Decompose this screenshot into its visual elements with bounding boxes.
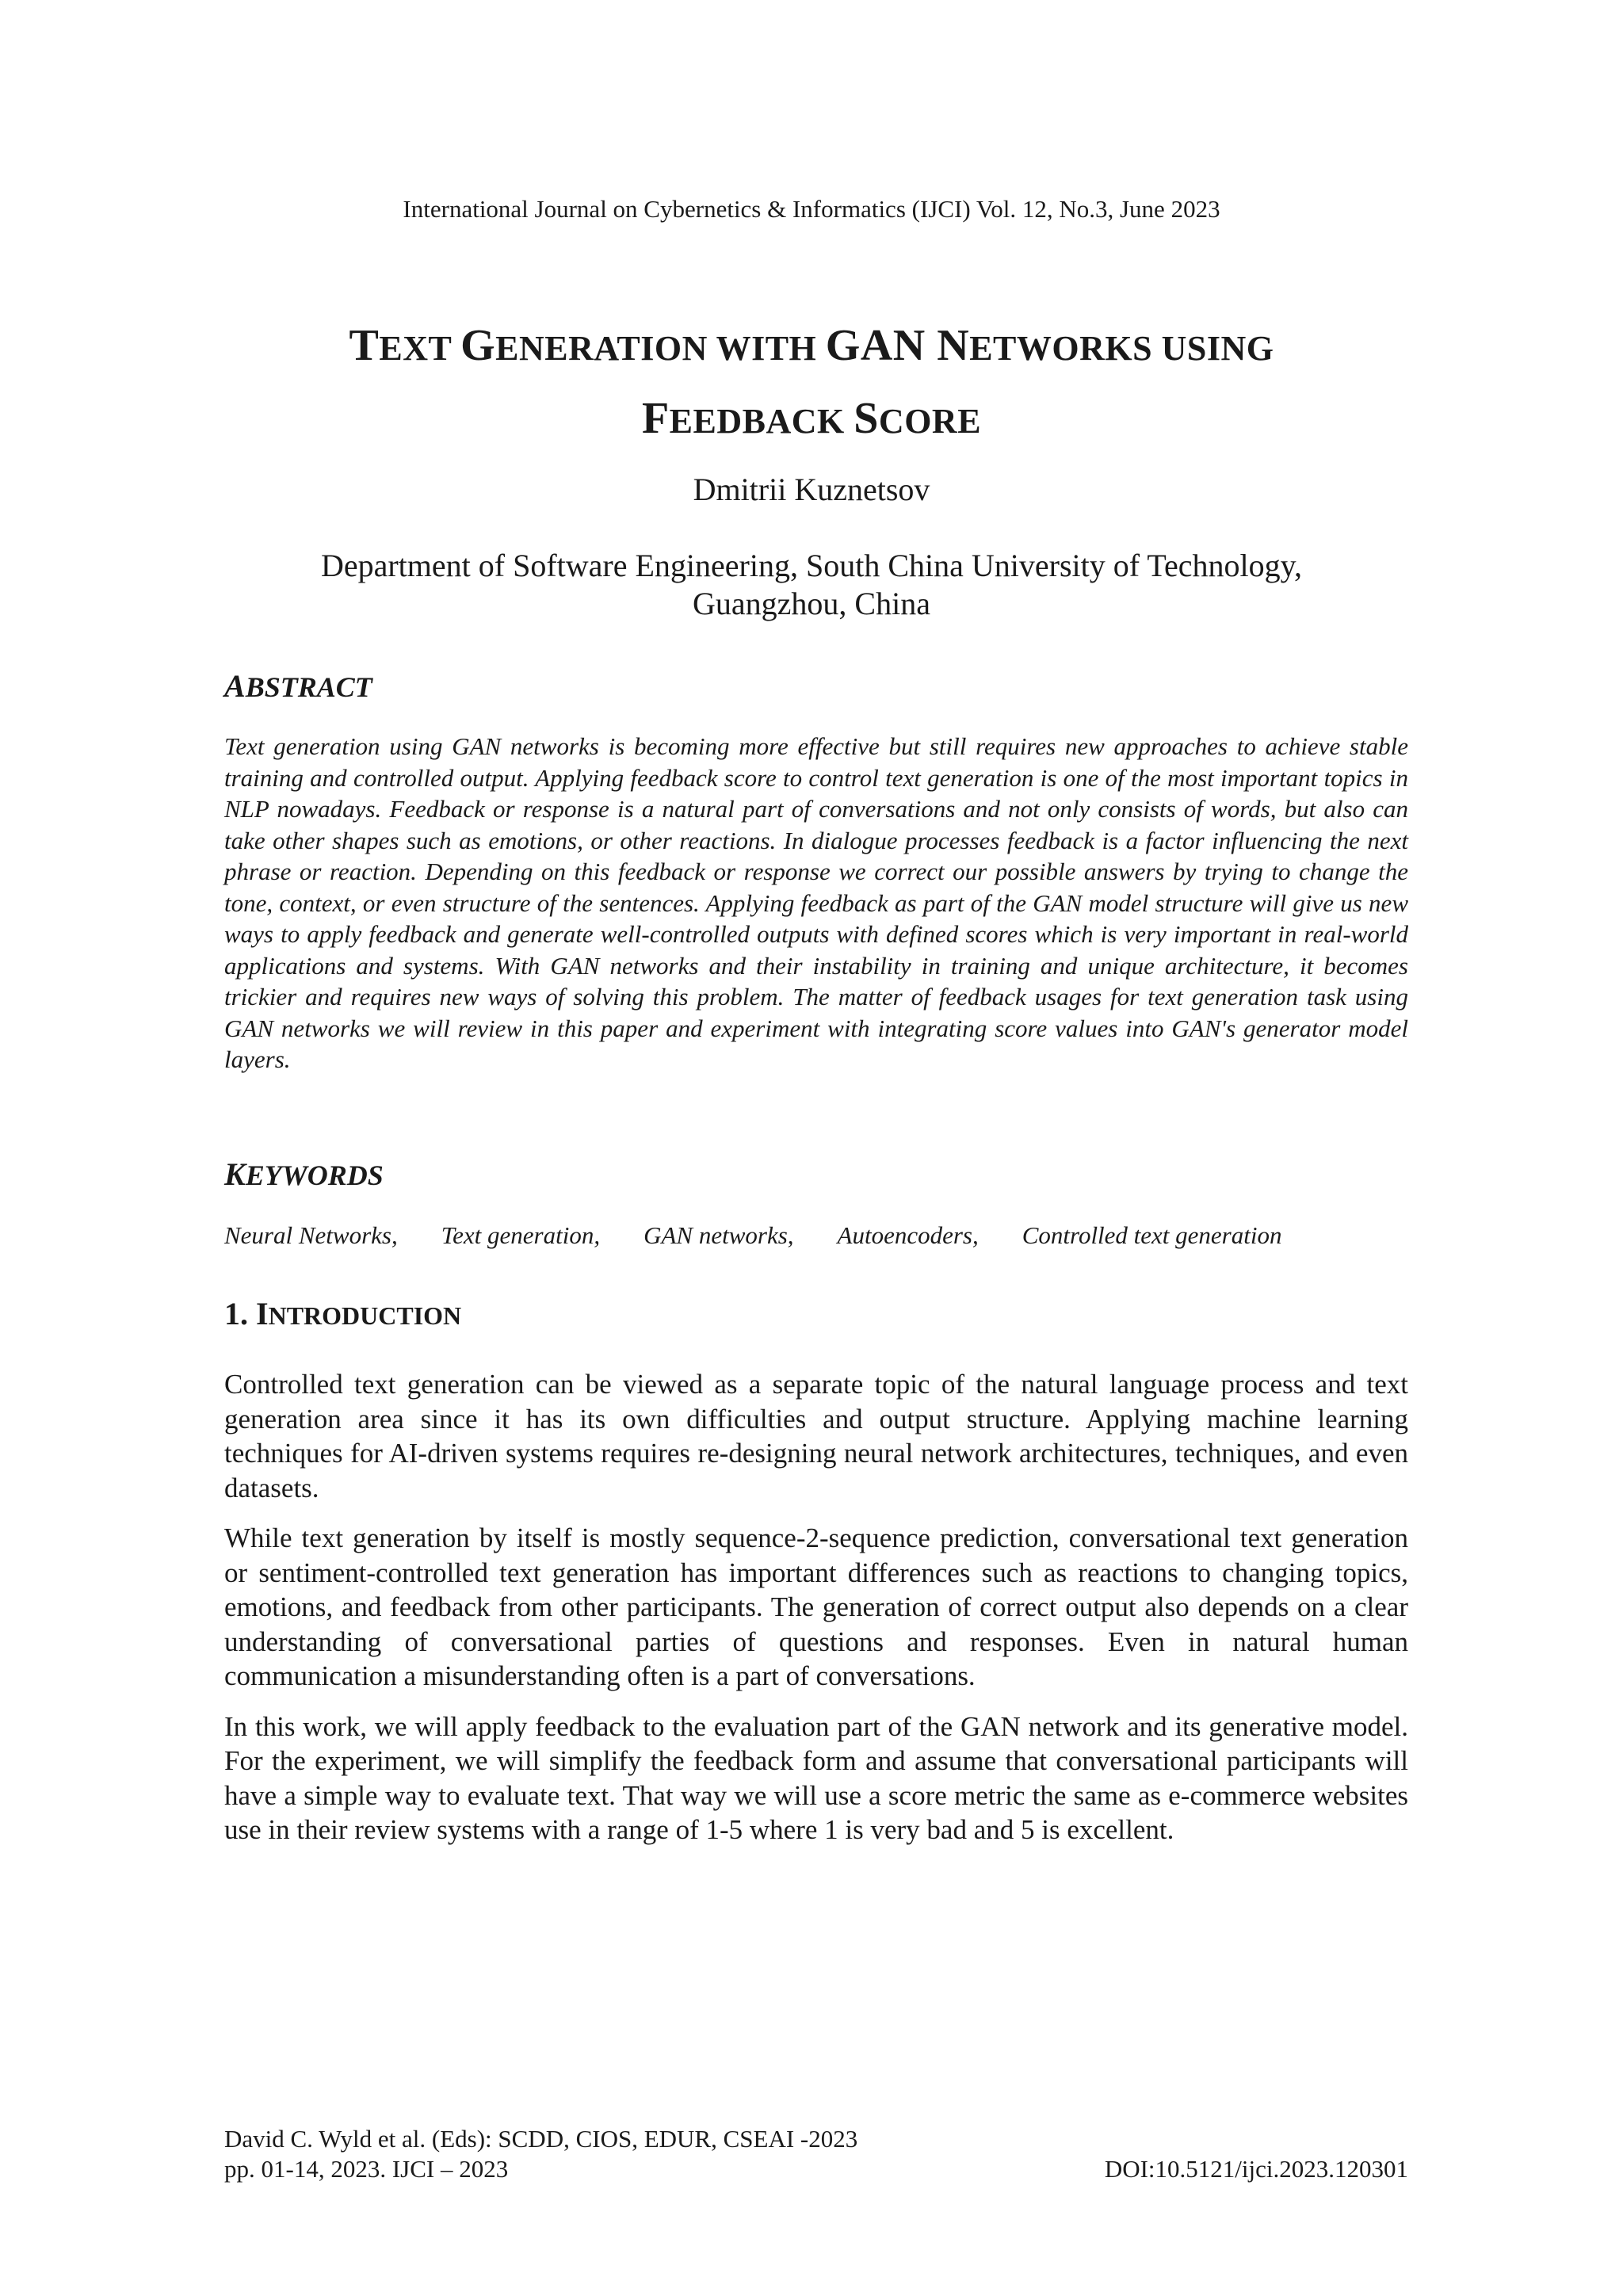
footer-pages: pp. 01-14, 2023. IJCI – 2023 bbox=[224, 2155, 509, 2183]
affiliation-line-2: Guangzhou, China bbox=[693, 586, 930, 621]
keyword: Text generation, bbox=[441, 1221, 601, 1249]
title-fragment: T bbox=[349, 321, 380, 370]
heading-rest: EYWORDS bbox=[245, 1159, 384, 1191]
heading-initial: 1. I bbox=[224, 1296, 269, 1331]
title-fragment: F bbox=[641, 394, 670, 443]
title-line-1 bbox=[143, 311, 1480, 384]
heading-initial: K bbox=[224, 1156, 246, 1192]
author-name: Dmitrii Kuznetsov bbox=[693, 472, 930, 507]
introduction-heading bbox=[224, 1295, 461, 1332]
keyword: Controlled text generation bbox=[1022, 1221, 1282, 1249]
title-fragment: GAN N bbox=[825, 321, 970, 370]
title-fragment: ENERATION WITH bbox=[495, 329, 826, 368]
abstract-heading bbox=[224, 667, 372, 705]
title-fragment: G bbox=[460, 321, 496, 370]
footer-editors: David C. Wyld et al. (Eds): SCDD, CIOS, EDUR, CSEAI -2023 bbox=[224, 2125, 858, 2153]
title-fragment: EXT bbox=[379, 329, 461, 368]
footer-doi: DOI:10.5121/ijci.2023.120301 bbox=[1104, 2155, 1408, 2183]
author-affiliation bbox=[198, 547, 1425, 623]
keyword: Neural Networks, bbox=[224, 1221, 398, 1249]
heading-rest: NTRODUCTION bbox=[268, 1301, 462, 1330]
keywords-heading bbox=[224, 1156, 384, 1193]
keyword: Autoencoders, bbox=[837, 1221, 979, 1249]
title-fragment: EEDBACK bbox=[669, 402, 854, 441]
title-fragment: S bbox=[854, 394, 879, 443]
paragraph: Controlled text generation can be viewed as a separate topic of the natural language process and text generation area since it has its own difficulties and output structure. Applying machine learning techniques for AI-driven systems requires re-designing neural network architectures, techniques, and even datasets. bbox=[224, 1369, 1408, 1503]
keywords-list bbox=[224, 1221, 1408, 1250]
title-fragment: ETWORKS USING bbox=[969, 329, 1274, 368]
running-head: International Journal on Cybernetics & Informatics (IJCI) Vol. 12, No.3, June 2023 bbox=[403, 195, 1220, 223]
heading-rest: BSTRACT bbox=[245, 671, 372, 703]
affiliation-line-1: Department of Software Engineering, South China University of Technology, bbox=[320, 548, 1303, 583]
introduction-body bbox=[224, 1367, 1408, 1863]
paper-title bbox=[143, 311, 1480, 457]
title-fragment: CORE bbox=[878, 402, 982, 441]
title-line-2 bbox=[143, 384, 1480, 457]
keyword: GAN networks, bbox=[643, 1221, 794, 1249]
heading-initial: A bbox=[224, 668, 246, 704]
page-footer bbox=[224, 2124, 1408, 2184]
paragraph: In this work, we will apply feedback to the evaluation part of the GAN network and its generative model. For the experiment, we will simplify the feedback form and assume that conversational participants will have a simple way to evaluate text. That way we will use a score metric the same as e-commerce websites use in their review systems with a range of 1-5 where 1 is very bad and 5 is excellent. bbox=[224, 1710, 1408, 1845]
paragraph: While text generation by itself is mostly sequence-2-sequence prediction, conversational text generation or sentiment-controlled text generation has important differences such as reactions to changing topics, emotions, and feedback from other participants. The generation of correct output also depends on a clear understanding of conversational parties of questions and responses. Even in natural human communication a misunderstanding often is a part of conversations. bbox=[224, 1522, 1408, 1691]
abstract-text: Text generation using GAN networks is becoming more effective but still requires new approaches to achieve stable training and controlled output. Applying feedback score to control text generation is one of the most important topics in NLP nowadays. Feedback or response is a natural part of conversations and not only consists of words, but also can take other shapes such as emotions, or other reactions. In dialogue processes feedback is a factor influencing the next phrase or reaction. Depending on this feedback or response we correct our possible answers by trying to change the tone, context, or even structure of the sentences. Applying feedback as part of the GAN model structure will give us new ways to apply feedback and generate well-controlled outputs with defined scores which is very important in real-world applications and systems. With GAN networks and their instability in training and unique architecture, it becomes trickier and requires new ways of solving this problem. The matter of feedback usages for text generation task using GAN networks we will review in this paper and experiment with integrating score values into GAN's generator model layers. bbox=[224, 732, 1408, 1073]
